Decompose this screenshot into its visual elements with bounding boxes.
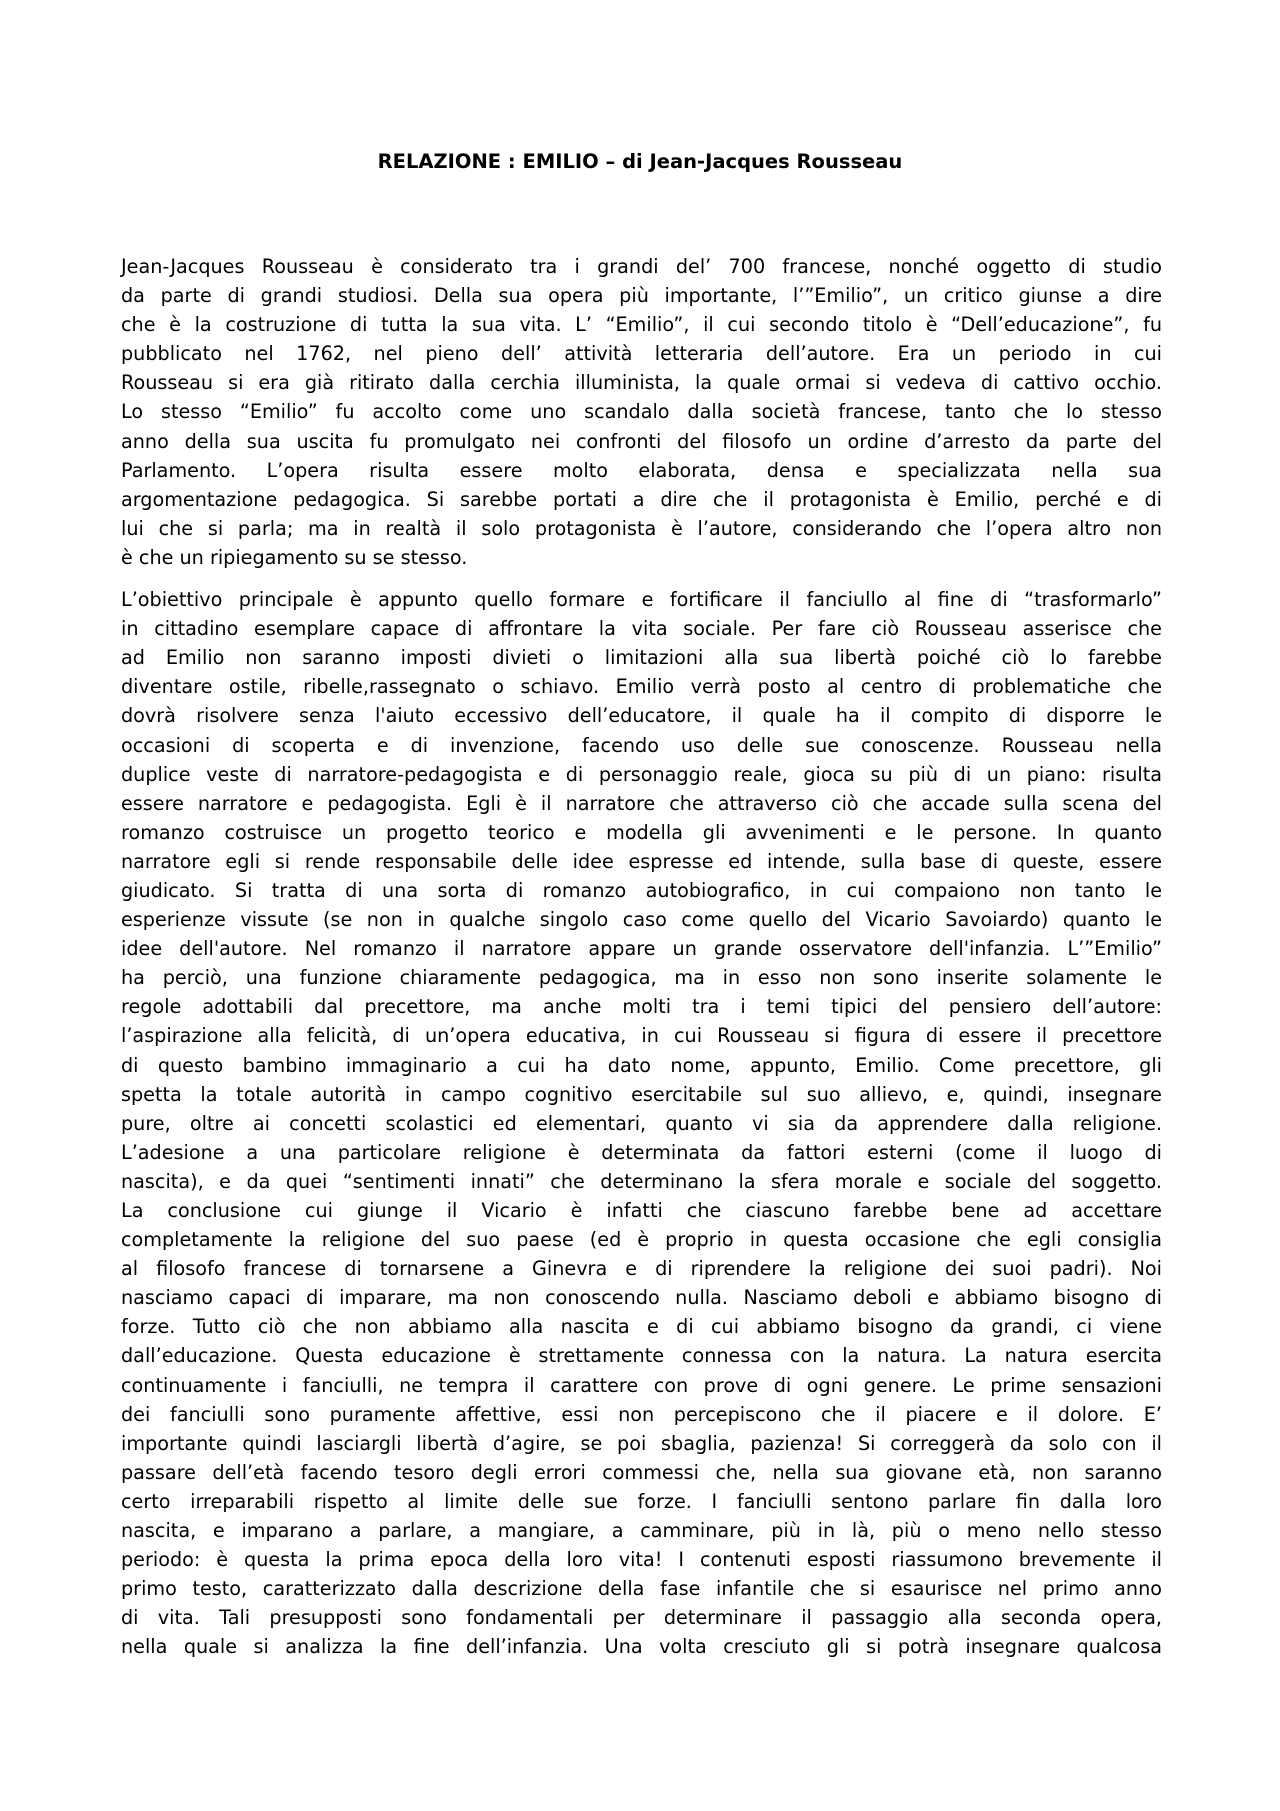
text-line: l’aspirazione alla felicità, di un’opera educativa, in cui Rousseau si figura di essere il precettore (121, 1024, 1162, 1048)
page-title: RELAZIONE : EMILIO – di Jean-Jacques Rousseau (377, 150, 903, 173)
text-line: completamente la religione del suo paese (ed è proprio in questa occasione che egli consiglia (121, 1228, 1162, 1252)
text-line: primo testo, caratterizzato dalla descrizione della fase infantile che si esaurisce nel primo anno (121, 1577, 1162, 1601)
text-line: continuamente i fanciulli, ne tempra il carattere con prove di ogni genere. Le prime sensazioni (121, 1373, 1162, 1397)
text-line: ad Emilio non saranno imposti divieti o limitazioni alla sua libertà poiché ciò lo farebbe (121, 646, 1162, 670)
text-line: L’adesione a una particolare religione è determinata da fattori esterni (come il luogo di (121, 1140, 1162, 1164)
text-line: passare dell’età facendo tesoro degli errori commessi che, nella sua giovane età, non saranno (121, 1460, 1162, 1484)
text-line: esperienze vissute (se non in qualche singolo caso come quello del Vicario Savoiardo) quanto le (121, 908, 1162, 932)
text-line: argomentazione pedagogica. Si sarebbe portati a dire che il protagonista è Emilio, perché e di (121, 487, 1162, 511)
text-line: certo irreparabili rispetto al limite delle sue forze. I fanciulli sentono parlare fin dalla loro (121, 1489, 1162, 1513)
paragraph-1 (121, 252, 1162, 572)
text-line: è che un ripiegamento su se stesso. (121, 545, 468, 569)
document-body (121, 252, 1162, 1662)
paragraph-2 (121, 585, 1162, 1661)
text-line: La conclusione cui giunge il Vicario è infatti che ciascuno farebbe bene ad accettare (121, 1199, 1162, 1222)
text-line: dall’educazione. Questa educazione è strettamente connessa con la natura. La natura esercita (121, 1344, 1162, 1368)
text-line: importante quindi lasciargli libertà d’agire, se poi sbaglia, pazienza! Si correggerà da solo con il (121, 1431, 1162, 1455)
text-line: nascita, e imparano a parlare, a mangiare, a camminare, più in là, più o meno nello stesso (121, 1519, 1162, 1543)
text-line: ha perciò, una funzione chiaramente pedagogica, ma in esso non sono inserite solamente le (121, 966, 1162, 990)
text-line: pure, oltre ai concetti scolastici ed elementari, quanto vi sia da apprendere dalla religione. (121, 1111, 1162, 1135)
text-line: essere narratore e pedagogista. Egli è il narratore che attraverso ciò che accade sulla scena del (121, 791, 1162, 815)
text-line: nascita), e da quei “sentimenti innati” che determinano la sfera morale e sociale del soggetto. (121, 1169, 1162, 1193)
text-line: dei fanciulli sono puramente affettive, essi non percepiscono che il piacere e il dolore. E’ (121, 1402, 1162, 1426)
text-line: Jean-Jacques Rousseau è considerato tra i grandi del’ 700 francese, nonché oggetto di studio (121, 255, 1162, 278)
text-line: di questo bambino immaginario a cui ha dato nome, appunto, Emilio. Come precettore, gli (121, 1053, 1162, 1077)
text-line: Parlamento. L’opera risulta essere molto elaborata, densa e specializzata nella sua (121, 458, 1162, 482)
text-line: giudicato. Si tratta di una sorta di romanzo autobiografico, in cui compaiono non tanto le (121, 878, 1162, 902)
text-line: idee dell'autore. Nel romanzo il narratore appare un grande osservatore dell'infanzia. L’”Emilio” (121, 937, 1162, 961)
text-line: diventare ostile, ribelle,rassegnato o schiavo. Emilio verrà posto al centro di problematiche che (121, 675, 1162, 699)
text-line: nella quale si analizza la fine dell’infanzia. Una volta cresciuto gli si potrà insegnare qualcosa (121, 1635, 1162, 1659)
text-line: Lo stesso “Emilio” fu accolto come uno scandalo dalla società francese, tanto che lo stesso (121, 400, 1162, 424)
text-line: di vita. Tali presupposti sono fondamentali per determinare il passaggio alla seconda opera, (121, 1606, 1162, 1630)
text-line: L’obiettivo principale è appunto quello formare e fortificare il fanciullo al fine di “trasformarlo” (121, 588, 1162, 612)
text-line: duplice veste di narratore-pedagogista e di personaggio reale, gioca su più di un piano: risulta (121, 762, 1162, 786)
text-line: spetta la totale autorità in campo cognitivo esercitabile sul suo allievo, e, quindi, insegnare (121, 1082, 1162, 1106)
text-line: anno della sua uscita fu promulgato nei confronti del filosofo un ordine d’arresto da parte del (121, 429, 1162, 453)
text-line: pubblicato nel 1762, nel pieno dell’ attività letteraria dell’autore. Era un periodo in cui (121, 342, 1162, 366)
text-line: nasciamo capaci di imparare, ma non conoscendo nulla. Nasciamo deboli e abbiamo bisogno di (121, 1286, 1162, 1310)
text-line: da parte di grandi studiosi. Della sua opera più importante, l’”Emilio”, un critico giunse a dire (121, 284, 1162, 308)
text-line: che è la costruzione di tutta la sua vita. L’ “Emilio”, il cui secondo titolo è “Dell’educazione”, fu (121, 313, 1162, 337)
text-line: in cittadino esemplare capace di affrontare la vita sociale. Per fare ciò Rousseau asserisce che (121, 617, 1162, 641)
text-line: Rousseau si era già ritirato dalla cerchia illuminista, la quale ormai si vedeva di cattivo occhio. (121, 371, 1162, 395)
text-line: lui che si parla; ma in realtà il solo protagonista è l’autore, considerando che l’opera altro non (121, 516, 1162, 540)
text-line: romanzo costruisce un progetto teorico e modella gli avvenimenti e le persone. In quanto (121, 820, 1162, 844)
text-line: dovrà risolvere senza l'aiuto eccessivo dell’educatore, il quale ha il compito di disporre le (121, 704, 1162, 728)
text-line: narratore egli si rende responsabile delle idee espresse ed intende, sulla base di queste, essere (121, 849, 1162, 873)
text-line: al filosofo francese di tornarsene a Ginevra e di riprendere la religione dei suoi padri). Noi (121, 1257, 1162, 1281)
text-line: forze. Tutto ciò che non abbiamo alla nascita e di cui abbiamo bisogno da grandi, ci viene (121, 1315, 1162, 1339)
text-line: periodo: è questa la prima epoca della loro vita! I contenuti esposti riassumono brevemente il (121, 1548, 1162, 1572)
text-line: occasioni di scoperta e di invenzione, facendo uso delle sue conoscenze. Rousseau nella (121, 733, 1162, 757)
text-line: regole adottabili dal precettore, ma anche molti tra i temi tipici del pensiero dell’autore: (121, 995, 1162, 1019)
